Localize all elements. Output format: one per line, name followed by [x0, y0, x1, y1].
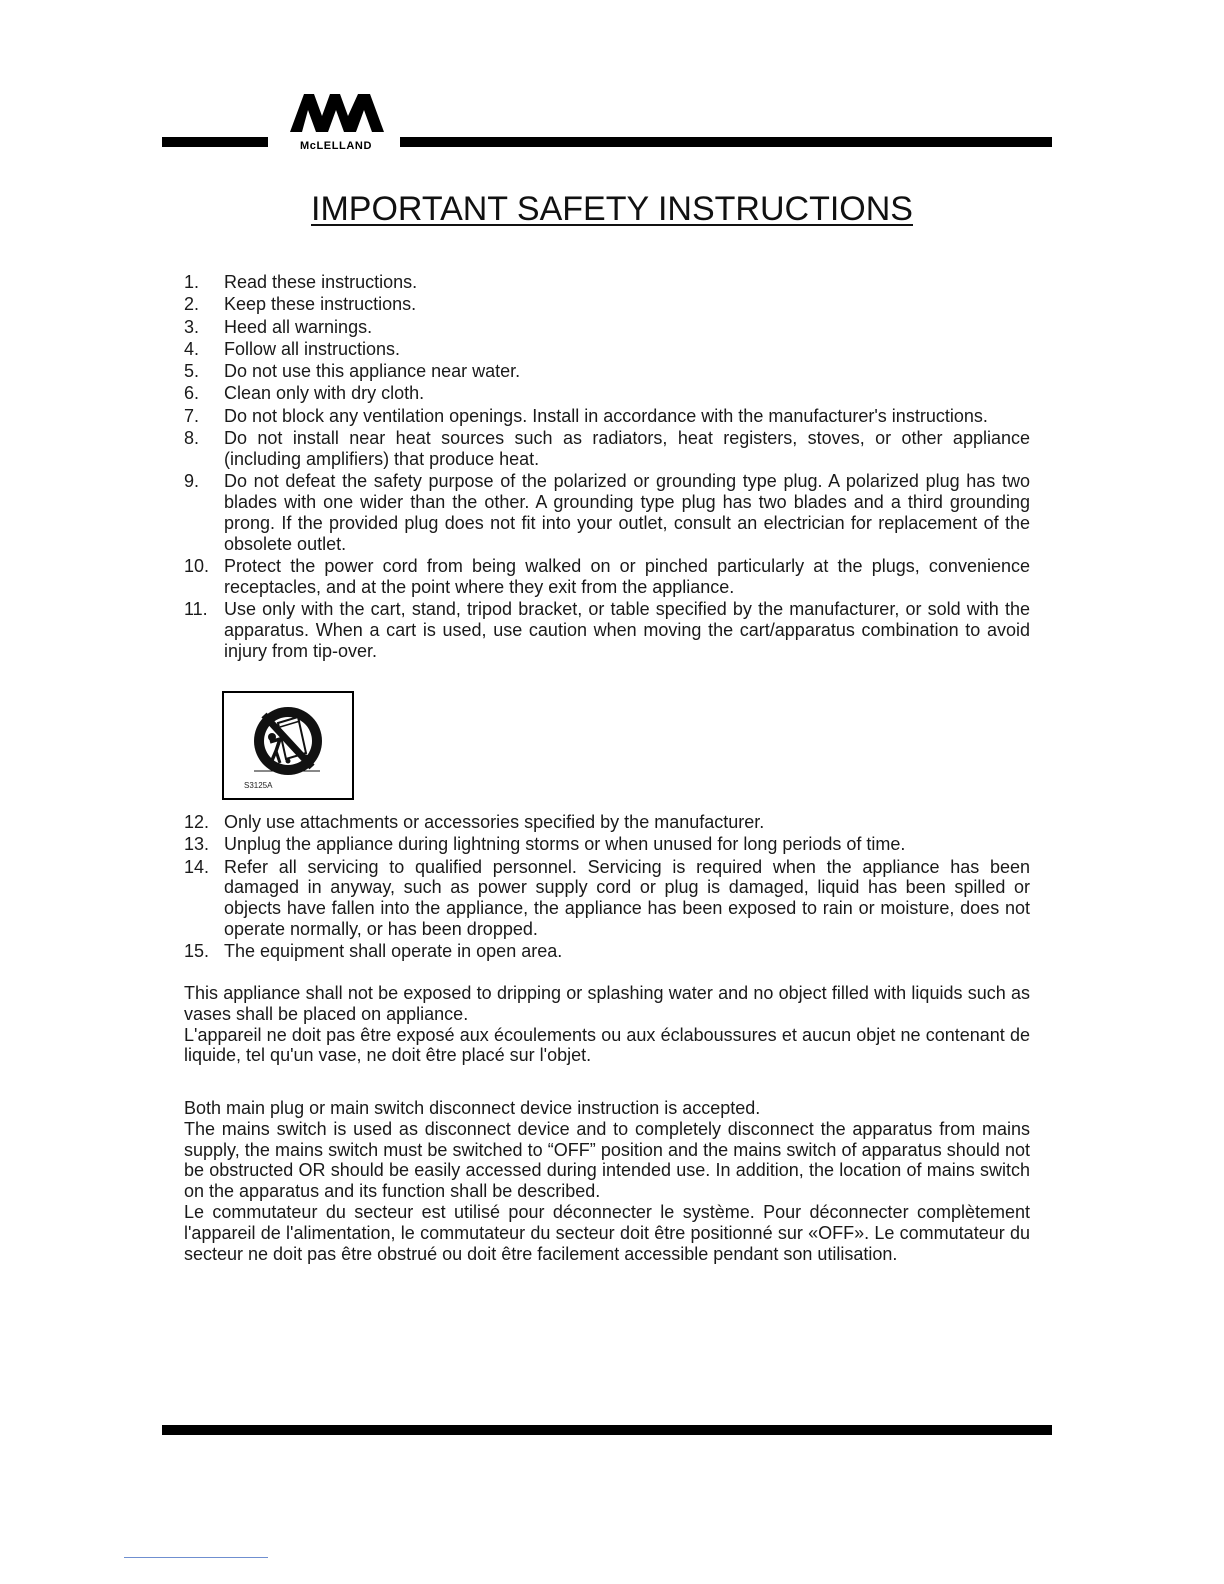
item-number: 3.	[184, 316, 200, 337]
list-item	[184, 834, 1030, 855]
list-item	[184, 339, 1030, 360]
instruction-list-primary	[184, 272, 1030, 663]
water-notice	[184, 983, 1030, 1066]
brand-name: McLELLAND	[299, 140, 372, 152]
item-number: 1.	[184, 272, 200, 292]
item-number: 5.	[184, 361, 200, 382]
item-number: 14.	[184, 856, 210, 877]
footer-rule	[162, 1425, 1052, 1435]
mains-notice	[184, 1098, 1030, 1264]
item-text: Unplug the appliance during lightning storms or when unused for long periods of time.	[224, 834, 906, 855]
item-text: Read these instructions.	[224, 272, 418, 292]
item-number: 8.	[184, 428, 200, 449]
item-text: Do not install near heat sources such as radiators, heat registers, stoves, or other appliance (including amplifiers) that produce heat.	[224, 428, 1030, 469]
page-title: IMPORTANT SAFETY INSTRUCTIONS	[311, 190, 913, 228]
mclelland-logo-icon	[282, 88, 390, 138]
item-text: Protect the power cord from being walked on or pinched particularly at the plugs, convenience receptacles, and at the point where they exit from the appliance.	[224, 555, 1030, 597]
item-number: 15.	[184, 941, 210, 962]
list-item	[184, 471, 1030, 554]
page-edge-line	[124, 1557, 268, 1558]
figure-code: S3125A	[244, 781, 273, 790]
item-text: Refer all servicing to qualified personnel. Servicing is required when the appliance has been damaged in anyway, such as power supply cord or plug is damaged, liquid has been spilled or objects have fallen into the appliance, the appliance has been exposed to rain or moisture, does not operate normally, or has been dropped.	[224, 856, 1030, 939]
item-number: 7.	[184, 405, 200, 426]
list-item	[184, 294, 1030, 315]
item-text: Use only with the cart, stand, tripod bracket, or table specified by the manufacturer, or sold with the apparatus. When a cart is used, use caution when moving the cart/apparatus combination to avoid injury from tip-over.	[224, 598, 1030, 661]
mains-notice-fr: Le commutateur du secteur est utilisé pour déconnecter le système. Pour déconnecter complètement l'appareil de l'alimentation, le commutateur du secteur doit être positionné sur «OFF». Le commutateur du secteur ne doit pas être obstrué ou doit être facilement accessible pendant son utilisation.	[184, 1201, 1030, 1264]
list-item	[184, 383, 1030, 404]
list-item	[184, 428, 1030, 470]
item-number: 2.	[184, 294, 200, 315]
header-rule-right	[400, 137, 1052, 147]
item-text: Keep these instructions.	[224, 294, 417, 315]
list-item	[184, 941, 1030, 962]
mains-notice-en: The mains switch is used as disconnect device and to completely disconnect the apparatus from mains supply, the mains switch must be switched to “OFF” position and the mains switch of apparatus should not be obstructed OR should be easily accessed during intended use. In addition, the location of mains switch on the apparatus and its function shall be described.	[184, 1118, 1030, 1202]
item-number: 11.	[184, 598, 208, 619]
item-number: 6.	[184, 383, 200, 404]
header-rule-left	[162, 137, 268, 147]
item-text: Do not defeat the safety purpose of the polarized or grounding type plug. A polarized plug has two blades with one wider than the other. A grounding type plug has two blades and a third grounding prong. If the provided plug does not fit into your outlet, consult an electrician for replacement of the obsolete outlet.	[224, 471, 1030, 554]
list-item	[184, 317, 1030, 338]
list-item	[184, 272, 1030, 293]
item-number: 4.	[184, 338, 200, 359]
item-text: Only use attachments or accessories specified by the manufacturer.	[224, 812, 765, 832]
cart-warning-figure	[222, 691, 354, 800]
water-notice-fr: L'appareil ne doit pas être exposé aux écoulements ou aux éclaboussures et aucun objet ne contenant de liquide, tel qu'un vase, ne doit être placé sur l'objet.	[184, 1024, 1030, 1066]
list-item	[184, 556, 1030, 598]
item-number: 9.	[184, 471, 200, 492]
item-text: Clean only with dry cloth.	[224, 383, 425, 404]
list-item	[184, 812, 1030, 833]
item-text: Do not use this appliance near water.	[224, 361, 521, 382]
list-item	[184, 599, 1030, 661]
instruction-list-secondary	[184, 812, 1030, 964]
water-notice-en: This appliance shall not be exposed to dripping or splashing water and no object filled with liquids such as vases shall be placed on appliance.	[184, 983, 1030, 1024]
item-text: Do not block any ventilation openings. Install in accordance with the manufacturer's instructions.	[224, 405, 988, 426]
item-number: 12.	[184, 812, 210, 832]
item-number: 13.	[184, 834, 210, 855]
item-text: The equipment shall operate in open area.	[224, 941, 563, 962]
item-number: 10.	[184, 555, 210, 576]
item-text: Follow all instructions.	[224, 338, 401, 359]
list-item	[184, 361, 1030, 382]
cart-tip-over-warning-icon	[224, 693, 352, 783]
mains-notice-accepted: Both main plug or main switch disconnect device instruction is accepted.	[184, 1098, 761, 1118]
list-item	[184, 406, 1030, 427]
item-text: Heed all warnings.	[224, 316, 373, 337]
list-item	[184, 857, 1030, 940]
brand-logo	[282, 88, 390, 154]
